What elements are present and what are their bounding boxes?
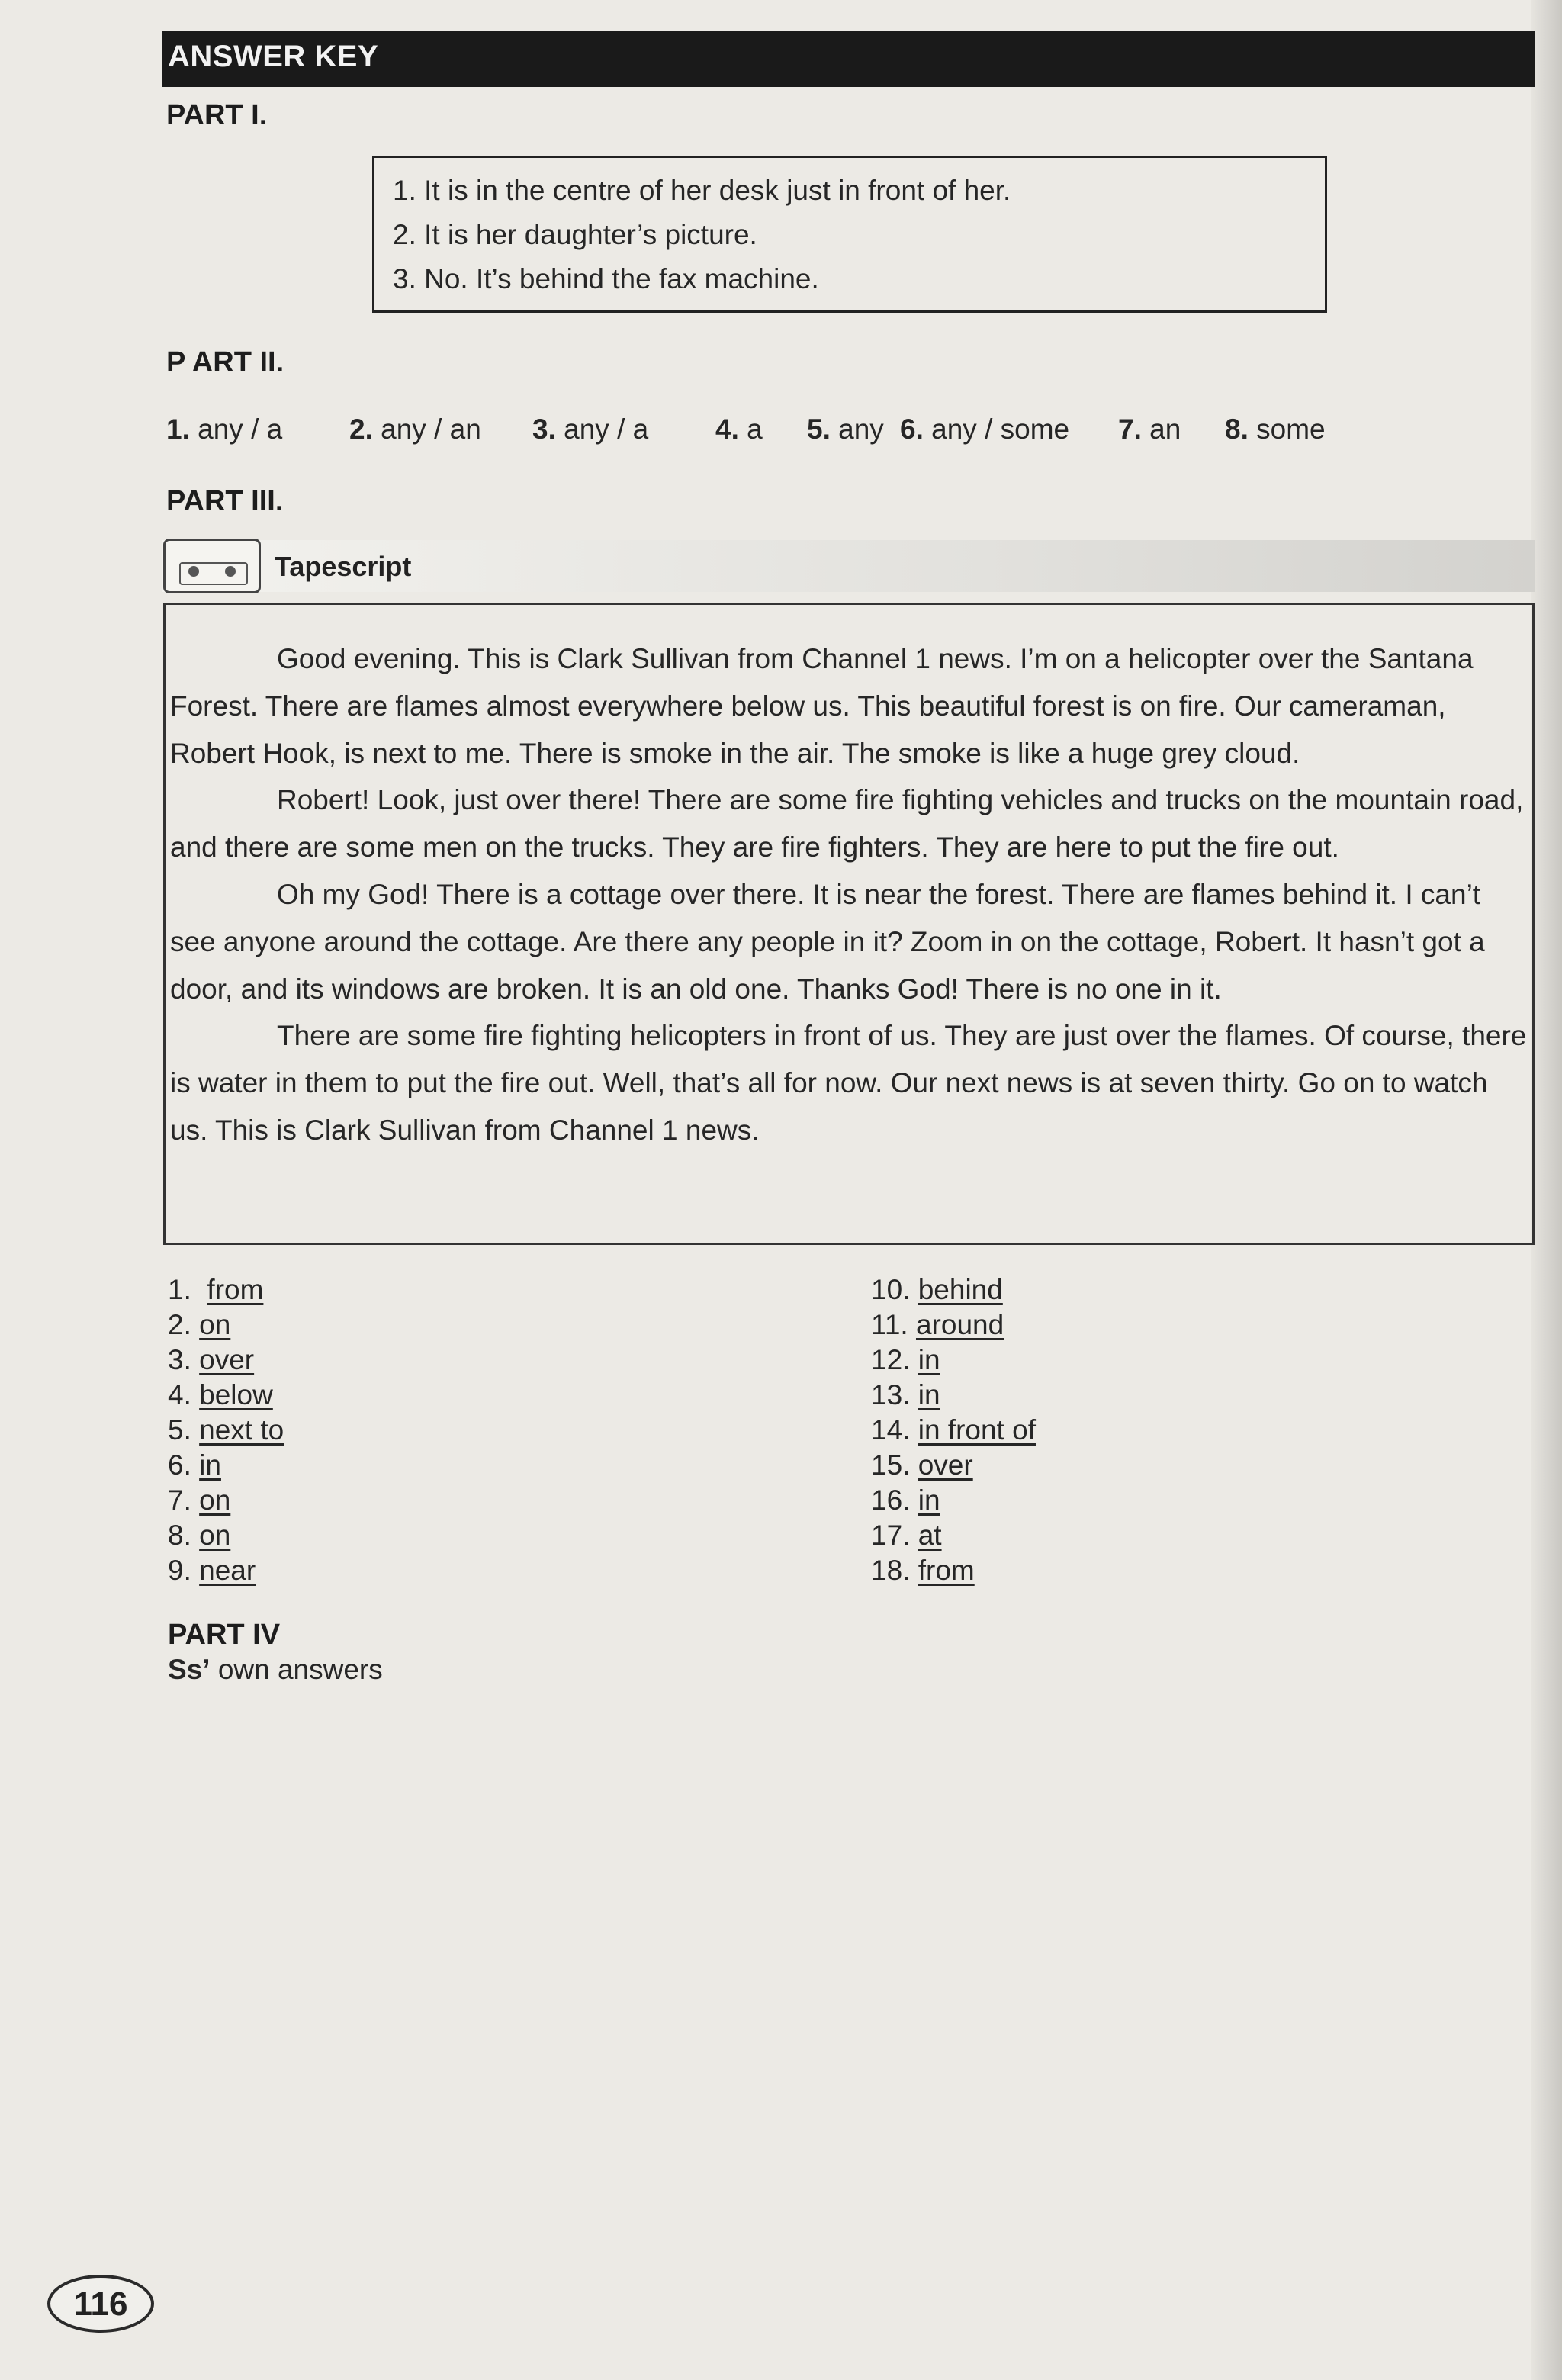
- part3-answer: 10. behind: [871, 1274, 1003, 1305]
- part3-answer: 8. on: [168, 1520, 231, 1551]
- part3-answer: 18. from: [871, 1555, 975, 1586]
- part1-answer: 1. It is in the centre of her desk just in front of her.: [393, 175, 1011, 206]
- part2-answer: 5. any: [807, 413, 884, 445]
- part2-answer: 6. any / some: [900, 413, 1070, 445]
- tapescript-label: Tapescript: [275, 551, 412, 582]
- part3-answer: 4. below: [168, 1379, 273, 1410]
- page-number-badge: [47, 2275, 154, 2333]
- part1-heading: PART I.: [166, 99, 268, 131]
- tapescript-paragraph: There are some fire fighting helicopters in front of us. They are just over the flames. Of course, there is water in them to put the fire out. Well, that’s all for now. Our next news is at seven thirty. Go on to watch us. This is Clark Sullivan from Channel 1 news.: [170, 1020, 1527, 1146]
- tapescript-paragraph: Robert! Look, just over there! There are some fire fighting vehicles and trucks on the mountain road, and there are some men on the trucks. They are fire fighters. They are here to put the fire out.: [170, 784, 1524, 864]
- part3-answer: 2. on: [168, 1309, 231, 1340]
- part2-heading: P ART II.: [166, 346, 284, 378]
- part1-answer-box: [372, 156, 1327, 313]
- part2-answer: 3. any / a: [532, 413, 649, 445]
- tapescript-paragraph: Oh my God! There is a cottage over there. It is near the forest. There are flames behind it. I can’t see anyone around the cottage. Are there any people in it? Zoom in on the cottage, Robert. It hasn’t got a door, and its windows are broken. It is an old one. Thanks God! There is no one in it.: [170, 878, 1485, 1005]
- part3-answer: 1. from: [168, 1274, 264, 1305]
- part3-answer: 5. next to: [168, 1414, 284, 1446]
- part2-answer: 2. any / an: [349, 413, 481, 445]
- part4-text: Ss’ own answers: [168, 1654, 383, 1685]
- part3-answer: 11. around: [871, 1309, 1004, 1340]
- part3-answer: 3. over: [168, 1344, 255, 1375]
- cassette-icon: [163, 539, 261, 593]
- part3-answer: 14. in front of: [871, 1414, 1036, 1446]
- part2-answer: 1. any / a: [166, 413, 283, 445]
- part3-answer: 17. at: [871, 1520, 942, 1551]
- part2-answer: 7. an: [1118, 413, 1181, 445]
- part3-answer: 16. in: [871, 1484, 940, 1516]
- part1-answer: 2. It is her daughter’s picture.: [393, 219, 757, 250]
- part3-answer: 13. in: [871, 1379, 940, 1410]
- header-bar: [162, 31, 1535, 87]
- part3-answer: 6. in: [168, 1449, 221, 1481]
- part3-answer: 15. over: [871, 1449, 973, 1481]
- page-number: 116: [73, 2285, 128, 2323]
- part3-answer: 9. near: [168, 1555, 256, 1586]
- part3-answer: 12. in: [871, 1344, 940, 1375]
- part3-answer: 7. on: [168, 1484, 231, 1516]
- part4-heading: PART IV: [168, 1619, 281, 1651]
- part1-answer: 3. No. It’s behind the fax machine.: [393, 263, 819, 294]
- part3-heading: PART III.: [166, 485, 284, 517]
- page-edge-shadow: [1531, 0, 1562, 2380]
- header-title: ANSWER KEY: [168, 40, 379, 73]
- part2-answer: 4. a: [715, 413, 763, 445]
- tapescript-box: [163, 603, 1535, 1245]
- tapescript-text: [170, 635, 1529, 1154]
- part2-answer: 8. some: [1225, 413, 1326, 445]
- tapescript-paragraph: Good evening. This is Clark Sullivan from Channel 1 news. I’m on a helicopter over the Santana Forest. There are flames almost everywhere below us. This beautiful forest is on fire. Our cameraman, Robert Hook, is next to me. There is smoke in the air. The smoke is like a huge grey cloud.: [170, 643, 1474, 769]
